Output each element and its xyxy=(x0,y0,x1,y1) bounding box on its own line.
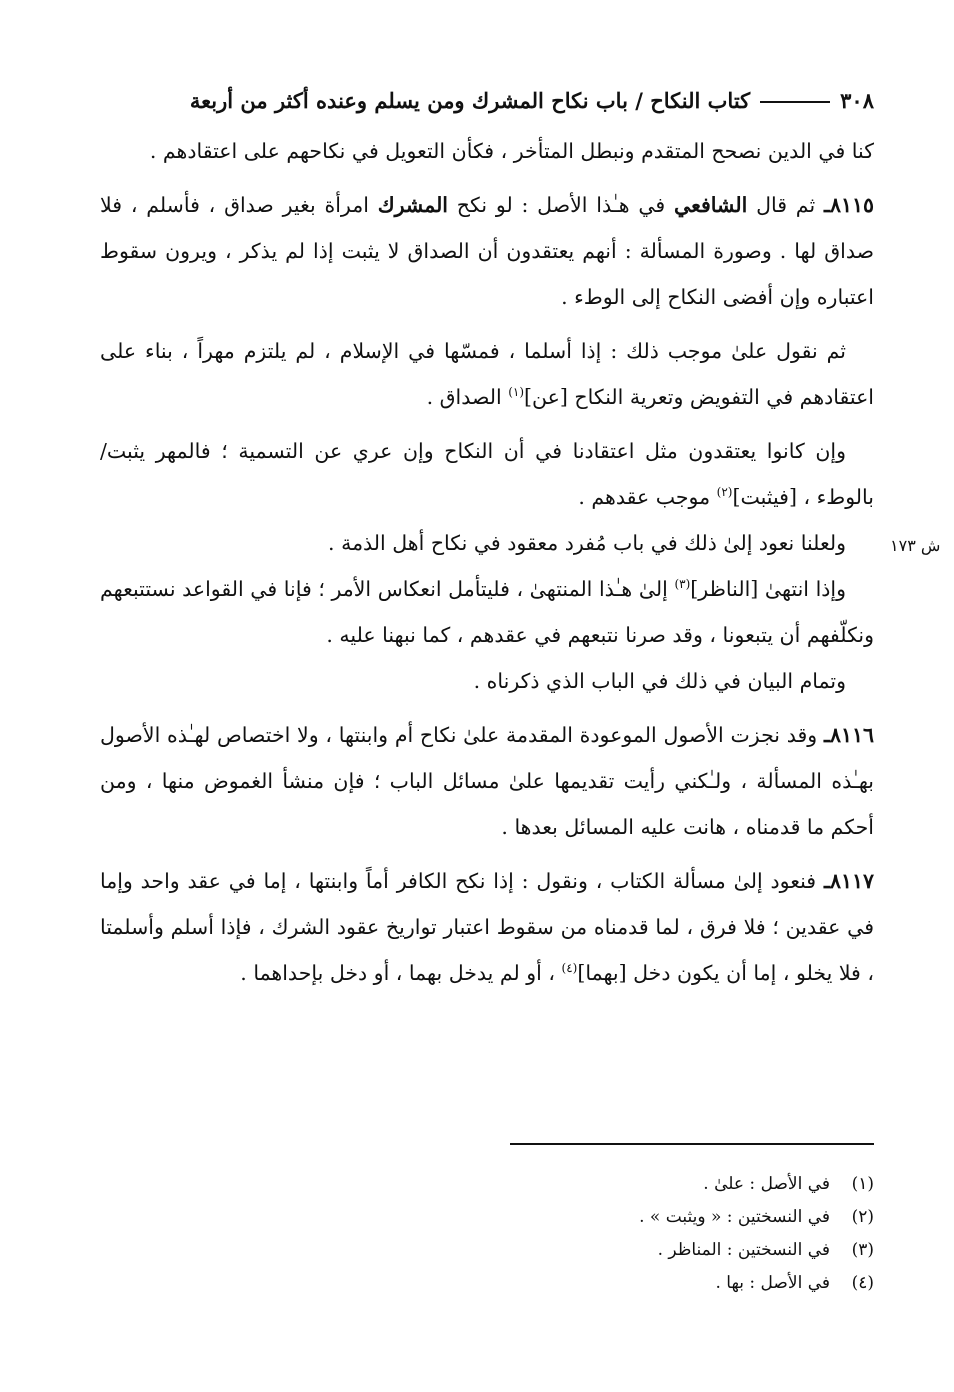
paragraph-text: فنعود إلىٰ مسألة الكتاب ، ونقول : إذا نكح الكافر أماً وابنتها ، إما في عقد واحد وإما في عقدين ؛ فلا فرق ، لما قدمناه من سقوط اعتبار تواريخ عقود الشرك ، فإذا أسلم وأسلمتا ، فلا يخلو ، إما أن يكون دخل [بهما] xyxy=(100,869,874,985)
footnote xyxy=(374,1168,874,1201)
paragraph-text: وتمام البيان في ذلك في الباب الذي ذكرناه . xyxy=(473,669,846,693)
footnote-number: (٤) xyxy=(851,1273,874,1293)
footnote xyxy=(374,1234,874,1267)
paragraph-text: امرأة بغير صداق ، فأسلم ، فلا صداق لها . وصورة المسألة : أنهم يعتقدون أن الصداق لا يثبت إذا لم يذكر ، ويرون سقوط اعتباره وإن أفضى النكاح إلى الوطء . xyxy=(100,193,874,309)
paragraph-text: ولعلنا نعود إلىٰ ذلك في باب مُفرد معقود في نكاح أهل الذمة . xyxy=(328,531,846,555)
margin-manuscript-ref: ش ١٧٣ xyxy=(890,536,941,555)
footnote-number: (١) xyxy=(851,1174,874,1194)
paragraph-text: الصداق . xyxy=(426,385,509,409)
footnote xyxy=(374,1201,874,1234)
header-rule xyxy=(760,101,830,103)
paragraph-text: وإن كانوا يعتقدون مثل اعتقادنا في أن النكاح وإن عري عن التسمية ؛ فالمهر يثبت/ بالوطء ، [فيثبت] xyxy=(100,439,874,509)
footnote-number: (٣) xyxy=(851,1240,874,1260)
paragraph-continued xyxy=(100,128,874,174)
running-header xyxy=(100,80,874,120)
paragraph-text: وقد نجزت الأصول الموعودة المقدمة علىٰ نكاح أم وابنتها ، ولا اختصاص لهـٰذه الأصول بهـٰذه المسألة ، ولـٰكني رأيت تقديمها علىٰ مسائل الباب ؛ فإن منشأ الغموض منها ، ومن أحكم ما قدمناه ، هانت عليه المسائل بعدها . xyxy=(100,723,874,839)
page-number: ٣٠٨ xyxy=(840,87,874,113)
running-title: كتاب النكاح / باب نكاح المشرك ومن يسلم وعنده أكثر من أربعة xyxy=(189,87,751,113)
footnote-text: في الأصل : بها . xyxy=(715,1273,830,1293)
paragraph-8116 xyxy=(100,712,874,850)
main-text xyxy=(100,128,874,996)
keyword: المشرك xyxy=(377,193,449,217)
paragraph xyxy=(100,658,874,704)
paragraph-text: ثم نقول علىٰ موجب ذلك : إذا أسلما ، فمسّها في الإسلام ، لم يلتزم مهراً ، بناء على اعتقادهم في التفويض وتعرية النكاح [عن] xyxy=(100,339,874,409)
paragraph-number: ٨١١٧ـ xyxy=(823,869,874,893)
paragraph-text: ، أو لم يدخل بهما ، أو دخل بإحداهما . xyxy=(240,961,562,985)
footnote-number: (٢) xyxy=(851,1207,874,1227)
paragraph-number: ٨١١٥ـ xyxy=(823,193,874,217)
paragraph-text: ثم قال xyxy=(747,193,824,217)
paragraph-8117 xyxy=(100,858,874,996)
paragraph-text: وإذا انتهىٰ [الناظر] xyxy=(690,577,846,601)
paragraph-text: كنا في الدين نصحح المتقدم ونبطل المتأخر ، فكأن التعويل في نكاحهم على اعتقادهم . xyxy=(149,139,874,163)
paragraph xyxy=(100,520,874,566)
footnote-text: في النسختين : « ويثبت » . xyxy=(639,1207,830,1227)
footnote-ref: (٤) xyxy=(561,961,578,976)
paragraph xyxy=(100,428,874,520)
footnote-ref: (١) xyxy=(508,385,525,400)
paragraph-8115 xyxy=(100,182,874,320)
paragraph-text: في هـٰذا الأصل : لو نكح xyxy=(448,193,675,217)
author-name: الشافعي xyxy=(674,193,748,217)
paragraph-text: موجب عقدهم . xyxy=(578,485,717,509)
paragraph-number: ٨١١٦ـ xyxy=(823,723,874,747)
footnote-text: في النسختين : المناظر . xyxy=(657,1240,830,1260)
paragraph xyxy=(100,328,874,420)
paragraph xyxy=(100,566,874,658)
paragraph-text: إلىٰ هـٰذا المنتهىٰ ، فليتأمل انعكاس الأمر ؛ فإنا في القواعد نستتبعهم ونكلّفهم أن يتبعونا ، وقد صرنا نتبعهم في عقدهم ، كما نبهنا عليه . xyxy=(100,577,874,647)
footnote-text: في الأصل : علىٰ . xyxy=(703,1174,830,1194)
footnote-ref: (٣) xyxy=(674,577,691,592)
footnotes xyxy=(374,1168,874,1300)
footnote-separator xyxy=(510,1143,874,1145)
footnote xyxy=(374,1267,874,1300)
footnote-ref: (٢) xyxy=(716,485,733,500)
